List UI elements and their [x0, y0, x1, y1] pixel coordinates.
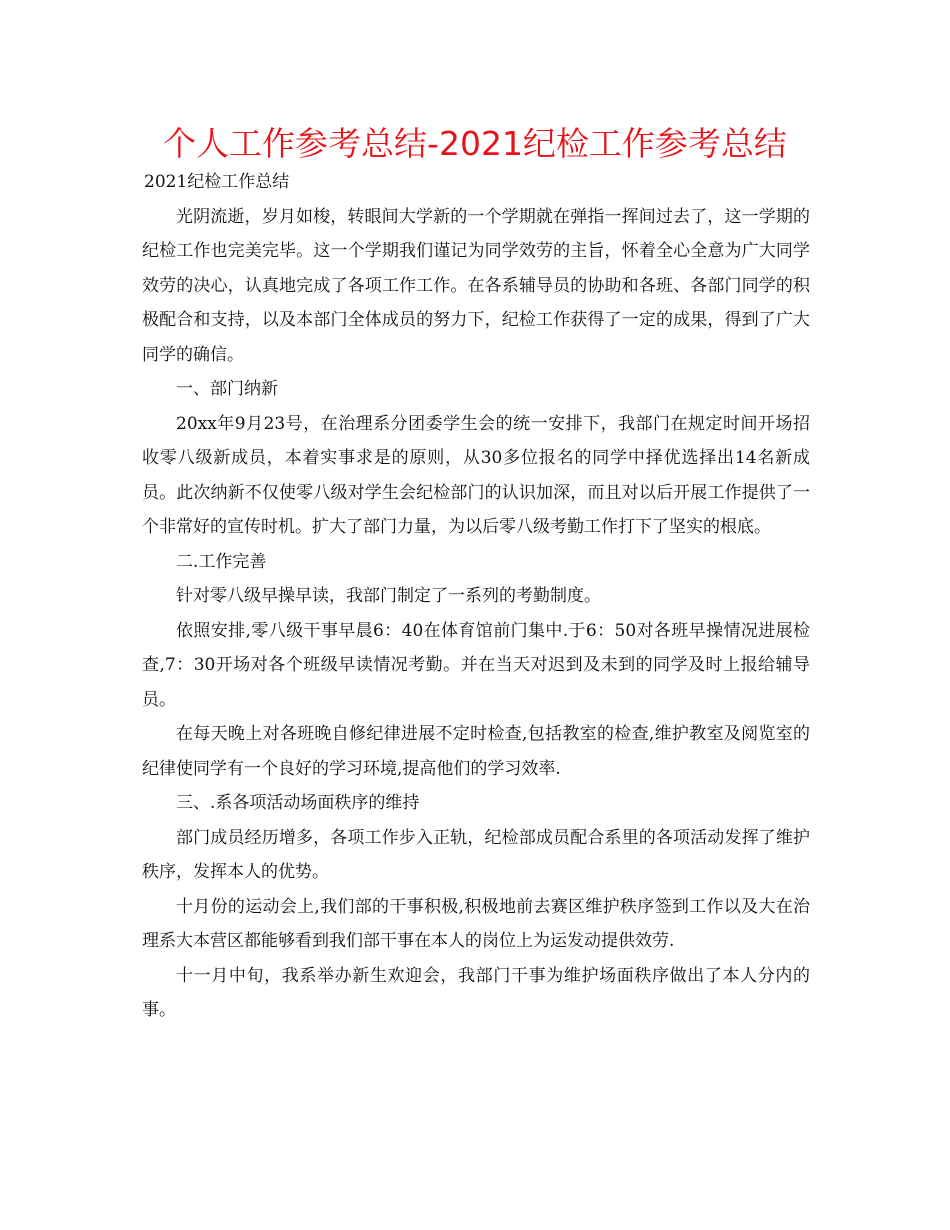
paragraph-welcome-party: 十一月中旬，我系举办新生欢迎会，我部门干事为维护场面秩序做出了本人分内的事。 — [142, 965, 810, 1020]
document-subtitle: 2021纪检工作总结 — [144, 172, 290, 192]
paragraph-evening-check: 在每天晚上对各班晚自修纪律进展不定时检查,包括教室的检查,维护教室及阅览室的纪律使同学有一个良好的学习环境,提高他们的学习效率. — [142, 724, 810, 779]
paragraph-event-order: 部门成员经历增多，各项工作步入正轨，纪检部成员配合系里的各项活动发挥了维护秩序，发挥本人的优势。 — [142, 827, 810, 882]
paragraph-sports-meet: 十月份的运动会上,我们部的干事积极,积极地前去赛区维护秩序签到工作以及大在治理系大本营区都能够看到我们部干事在本人的岗位上为运发动提供效劳. — [142, 896, 810, 951]
paragraph-morning-check: 依照安排,零八级干事早晨6：40在体育馆前门集中.于6：50对各班早操情况进展检查,7：30开场对各个班级早读情况考勤。并在当天对迟到及未到的同学及时上报给辅导员。 — [142, 620, 810, 710]
document-title: 个人工作参考总结-2021纪检工作参考总结 — [163, 124, 787, 163]
section-heading-work-improvement: 二.工作完善 — [176, 551, 267, 572]
document-body — [142, 165, 810, 1028]
section-heading-recruitment: 一、部门纳新 — [176, 379, 278, 399]
section-heading-event-order: 三、.系各项活动场面秩序的维持 — [176, 793, 420, 813]
paragraph-attendance-system: 针对零八级早操早读，我部门制定了一系列的考勤制度。 — [176, 586, 601, 606]
paragraph-intro: 光阴流逝，岁月如梭，转眼间大学新的一个学期就在弹指一挥间过去了，这一学期的纪检工作也完美完毕。这一个学期我们谨记为同学效劳的主旨，怀着全心全意为广大同学效劳的决心，认真地完成了各项工作工作。在各系辅导员的协助和各班、各部门同学的积极配合和支持，以及本部门全体成员的努力下，纪检工作获得了一定的成果，得到了广大同学的确信。 — [142, 206, 810, 365]
paragraph-recruitment: 20xx年9月23号，在治理系分团委学生会的统一安排下，我部门在规定时间开场招收零八级新成员，本着实事求是的原则，从30多位报名的同学中择优选择出14名新成员。此次纳新不仅使零八级对学生会纪检部门的认识加深，而且对以后开展工作提供了一个非常好的宣传时机。扩大了部门力量，为以后零八级考勤工作打下了坚实的根底。 — [142, 413, 810, 537]
